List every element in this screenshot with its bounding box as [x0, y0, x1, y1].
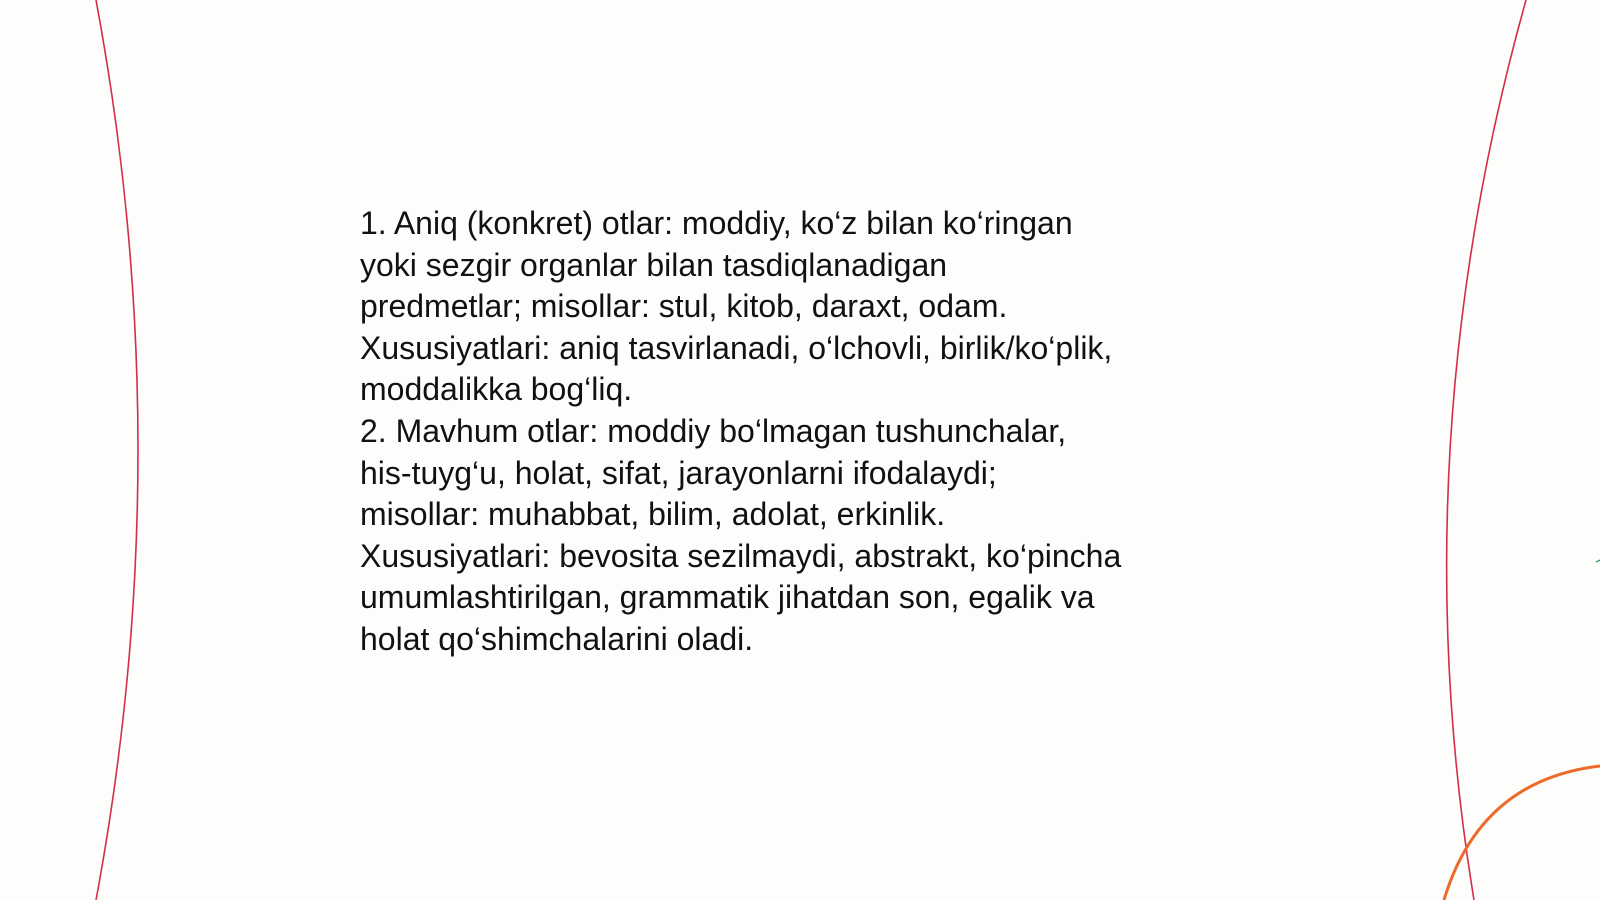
right-arc	[1447, 0, 1526, 900]
slide-body-text	[360, 203, 1260, 661]
text-line: his-tuyg‘u, holat, sifat, jarayonlarni ifodalaydi;	[360, 454, 997, 491]
text-line: yoki sezgir organlar bilan tasdiqlanadigan	[360, 246, 948, 283]
text-line: moddalikka bog‘liq.	[360, 371, 633, 408]
text-line: holat qo‘shimchalarini oladi.	[360, 620, 754, 657]
left-arc	[96, 0, 138, 900]
text-line: umumlashtirilgan, grammatik jihatdan son, egalik va	[360, 579, 1095, 616]
orange-accent-arc	[1444, 766, 1600, 900]
text-line: 1. Aniq (konkret) otlar: moddiy, ko‘z bilan ko‘ringan	[360, 205, 1073, 241]
green-accent-mark	[1596, 560, 1600, 562]
text-line: 2. Mavhum otlar: moddiy bo‘lmagan tushunchalar,	[360, 412, 1067, 449]
text-line: Xususiyatlari: aniq tasvirlanadi, o‘lchovli, birlik/ko‘plik,	[360, 329, 1113, 366]
text-line: predmetlar; misollar: stul, kitob, daraxt, odam.	[360, 288, 1008, 325]
text-line: Xususiyatlari: bevosita sezilmaydi, abstrakt, ko‘pincha	[360, 537, 1122, 574]
text-line: misollar: muhabbat, bilim, adolat, erkinlik.	[360, 496, 946, 533]
